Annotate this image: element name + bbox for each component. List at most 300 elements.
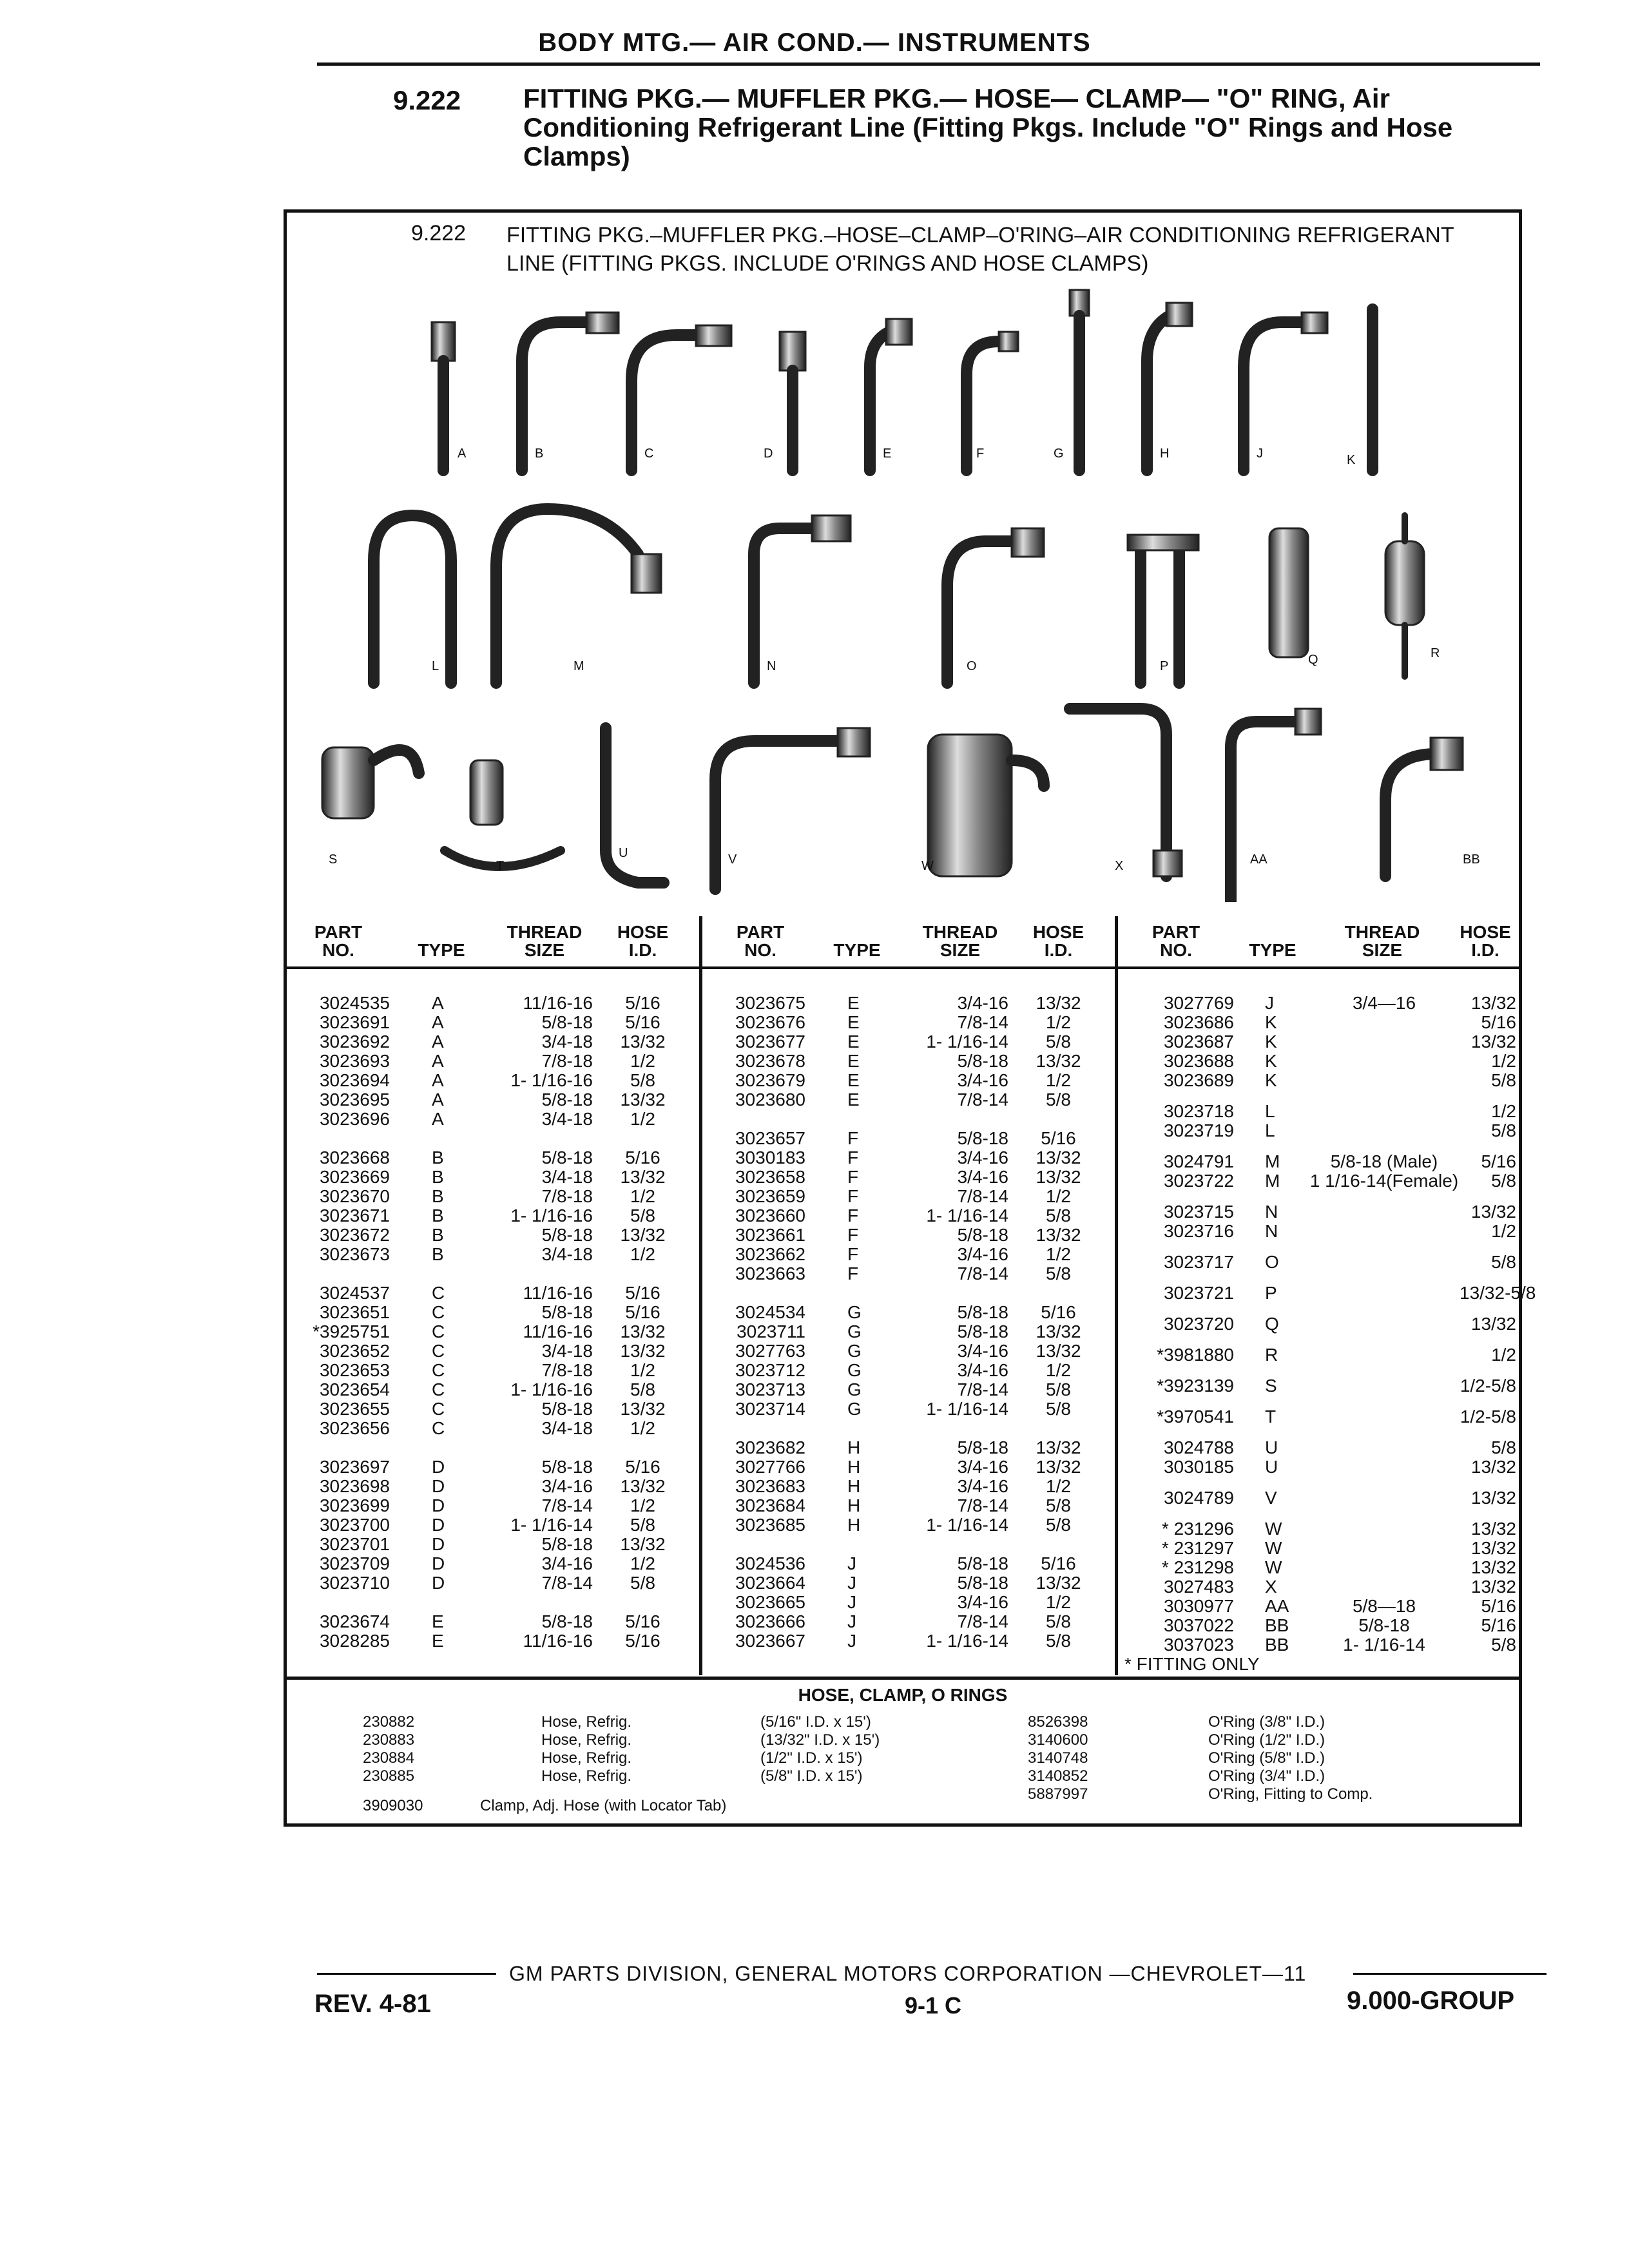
part-number: 3023654: [319, 1379, 390, 1399]
type: N: [1265, 1202, 1278, 1222]
part-number: 3023710: [319, 1573, 390, 1593]
hose-id: 1/2: [630, 1495, 655, 1515]
thread-size: 3/4-16: [541, 1553, 593, 1573]
hose-id: 5/8: [630, 1070, 655, 1090]
type: D: [432, 1553, 445, 1573]
thread-size: 3/4-18: [541, 1418, 593, 1438]
hose-id: 13/32: [1036, 993, 1081, 1013]
table-row: [1118, 1152, 1519, 1171]
thread-size: 3/4-16: [957, 1167, 1008, 1187]
part-number: *3925751: [313, 1321, 390, 1341]
part-number: 3023716: [1163, 1221, 1234, 1241]
type: L: [1265, 1120, 1275, 1140]
part-number: * 231298: [1161, 1557, 1234, 1577]
hose-id: 13/32-5/8: [1460, 1283, 1536, 1303]
table-row: [1118, 1616, 1519, 1635]
part-number: * 231296: [1161, 1519, 1234, 1539]
table-row: [702, 1129, 1115, 1148]
part-number: *3981880: [1157, 1345, 1234, 1365]
hose-id: 5/8: [630, 1379, 655, 1399]
table-row: [287, 1457, 699, 1477]
thread-size: 7/8-14: [957, 1090, 1008, 1110]
figure-label-m: M: [574, 659, 584, 673]
hose-id: 5/8: [1491, 1437, 1516, 1457]
type: H: [847, 1515, 861, 1535]
section-title: FITTING PKG.— MUFFLER PKG.— HOSE— CLAMP— "O" RING, Air Conditioning Refrigerant Line (Fitting Pkgs. Include "O" Rings and Hose Clamps): [523, 83, 1453, 171]
part-number: 3023670: [319, 1186, 390, 1206]
table-row: [287, 1032, 699, 1052]
type: A: [432, 1109, 444, 1129]
thread-size: 7/8-14: [957, 1264, 1008, 1283]
hose-id: 5/16: [1481, 1615, 1516, 1635]
table-row: [702, 1303, 1115, 1322]
footer-rule-left: [317, 1973, 496, 1975]
hose-id: 13/32: [620, 1032, 666, 1052]
type: W: [1265, 1538, 1282, 1558]
table-header: PART NO. TYPE THREAD SIZE HOSE I.D.: [1118, 916, 1519, 969]
thread-size: 5/8-18: [541, 1399, 593, 1419]
table-row: [1118, 1577, 1519, 1597]
part-number: 3023692: [319, 1032, 390, 1052]
thread-size: 5/8-18: [1358, 1615, 1410, 1635]
part-number: 3023712: [735, 1360, 805, 1380]
type: E: [432, 1611, 444, 1631]
part-number: 3023659: [735, 1186, 805, 1206]
part-number: 3023663: [735, 1264, 805, 1283]
table-row: [1118, 1013, 1519, 1032]
table-row: [702, 1361, 1115, 1380]
thread-size: 3/4—16: [1352, 993, 1416, 1013]
part-number: 3023698: [319, 1476, 390, 1496]
hose-id: 1/2: [1046, 1244, 1071, 1264]
part-number: 3023694: [319, 1070, 390, 1090]
table-row: [1118, 1457, 1519, 1477]
fitting-w: [928, 735, 1044, 876]
type: A: [432, 1032, 444, 1052]
box-section-number: 9.222: [411, 221, 467, 245]
table-row: [702, 1457, 1115, 1477]
hose-id: 1/2: [630, 1553, 655, 1573]
type: G: [847, 1399, 862, 1419]
hose-id: 13/32: [1036, 1573, 1081, 1593]
fitting-f: [967, 332, 1018, 470]
type: W: [1265, 1557, 1282, 1577]
type: C: [432, 1379, 445, 1399]
type: W: [1265, 1519, 1282, 1539]
type: G: [847, 1360, 862, 1380]
type: B: [432, 1167, 444, 1187]
fitting-m: [496, 509, 661, 683]
hose-id: 1/2: [1491, 1101, 1516, 1121]
type: H: [847, 1495, 861, 1515]
fitting-o: [947, 528, 1044, 683]
type: D: [432, 1457, 445, 1477]
thread-size: 5/8-18: [541, 1457, 593, 1477]
table-row: [702, 994, 1115, 1013]
thread-size: 11/16-16: [523, 1283, 593, 1303]
hose-id: 1/2: [1491, 1345, 1516, 1365]
hose-id: 1/2: [1046, 1012, 1071, 1032]
part-number: 3028285: [319, 1631, 390, 1651]
hose-id: 1/2: [1491, 1221, 1516, 1241]
thread-size: 1- 1/16-14: [926, 1206, 1008, 1225]
box-section-title: FITTING PKG.–MUFFLER PKG.–HOSE–CLAMP–O'RING–AIR CONDITIONING REFRIGERANT LINE (FITTING PKGS. INCLUDE O'RINGS AND HOSE CLAMPS): [506, 223, 1454, 276]
hose-id: 13/32: [1470, 1577, 1516, 1597]
hose-id: 13/32: [1036, 1051, 1081, 1071]
hose-id: 5/16: [1041, 1128, 1076, 1148]
type: O: [1265, 1252, 1279, 1272]
hose-size: (5/8" I.D. x 15'): [760, 1767, 863, 1785]
thread-size: 7/8-14: [541, 1573, 593, 1593]
table-row: [702, 1593, 1115, 1612]
part-number: 3024788: [1163, 1437, 1234, 1457]
oring-description: O'Ring (1/2" I.D.): [1208, 1731, 1325, 1749]
part-number: 3027483: [1163, 1577, 1234, 1597]
clamp-description: Clamp, Adj. Hose (with Locator Tab): [480, 1797, 727, 1814]
hose-description: Hose, Refrig.: [541, 1749, 632, 1767]
type: E: [847, 1032, 860, 1052]
figure-label-g: G: [1054, 447, 1064, 461]
type: D: [432, 1495, 445, 1515]
type: K: [1265, 1051, 1277, 1071]
part-number: 3023715: [1163, 1202, 1234, 1222]
hose-id: 5/8: [1491, 1171, 1516, 1191]
part-number: 3023665: [735, 1592, 805, 1612]
table-row: [1118, 1102, 1519, 1121]
part-number: 3024789: [1163, 1488, 1234, 1508]
thread-size: 3/4-18: [541, 1167, 593, 1187]
type: F: [847, 1225, 859, 1245]
part-number: 3023656: [319, 1418, 390, 1438]
thread-size: 5/8-18: [541, 1534, 593, 1554]
table-row: [287, 1496, 699, 1515]
table-body: [287, 969, 699, 1651]
table-row: [287, 1419, 699, 1438]
hose-id: 5/16: [1041, 1302, 1076, 1322]
thread-size: 1- 1/16-14: [926, 1032, 1008, 1052]
table-header: PART NO. TYPE THREAD SIZE HOSE I.D.: [287, 916, 699, 969]
table-row: [702, 1496, 1115, 1515]
thread-size: 3/4-18: [541, 1244, 593, 1264]
figure-label-a: A: [458, 447, 467, 461]
type: K: [1265, 1012, 1277, 1032]
part-number: 3023680: [735, 1090, 805, 1110]
part-number: 3023700: [319, 1515, 390, 1535]
part-number: 3024537: [319, 1283, 390, 1303]
section-number: 9.222: [393, 85, 461, 115]
type: G: [847, 1302, 862, 1322]
hose-size: (5/16" I.D. x 15'): [760, 1713, 871, 1731]
table-row: [1118, 1407, 1519, 1427]
hose-id: 1/2: [630, 1360, 655, 1380]
hose-id: 13/32: [1036, 1341, 1081, 1361]
type: J: [1265, 993, 1274, 1013]
hose-clamp-orings-section: [287, 1677, 1519, 1827]
table-row: [702, 1187, 1115, 1206]
figure-label-w: W: [921, 859, 934, 873]
hose-id: 13/32: [1036, 1321, 1081, 1341]
thread-size: 5/8-18: [957, 1437, 1008, 1457]
table-row: [287, 1380, 699, 1399]
hose-id: 13/32: [1470, 1457, 1516, 1477]
type: Q: [1265, 1314, 1279, 1334]
type: H: [847, 1476, 861, 1496]
type: C: [432, 1321, 445, 1341]
table-row: [287, 1612, 699, 1631]
hose-id: 5/8: [1491, 1070, 1516, 1090]
hose-id: 13/32: [620, 1321, 666, 1341]
hose-id: 5/16: [1041, 1553, 1076, 1573]
type: K: [1265, 1032, 1277, 1052]
table-row: [287, 1013, 699, 1032]
hose-id: 13/32: [1036, 1437, 1081, 1457]
table-row: [1118, 1376, 1519, 1396]
hose-id: 1/2-5/8: [1460, 1407, 1516, 1427]
part-number: 3023709: [319, 1553, 390, 1573]
oring-part-number: 5887997: [1028, 1785, 1088, 1803]
table-row: [287, 1148, 699, 1168]
hose-id: 1/2: [1046, 1476, 1071, 1496]
part-number: 3023655: [319, 1399, 390, 1419]
thread-size: 3/4-18: [541, 1341, 593, 1361]
type: U: [1265, 1457, 1278, 1477]
part-number: 3024534: [735, 1302, 805, 1322]
hose-id: 5/8: [1046, 1611, 1071, 1631]
part-number: 3023667: [735, 1631, 805, 1651]
table-row: [702, 1341, 1115, 1361]
part-number: 3023669: [319, 1167, 390, 1187]
figure-label-o: O: [967, 659, 977, 673]
part-number: 3023696: [319, 1109, 390, 1129]
thread-size: 3/4-16: [957, 1592, 1008, 1612]
type: P: [1265, 1283, 1277, 1303]
table-row: [287, 1535, 699, 1554]
fitting-v: [715, 728, 870, 889]
table-row: [702, 1399, 1115, 1419]
part-number: 3023713: [735, 1379, 805, 1399]
table-row: [287, 1187, 699, 1206]
table-row: [287, 1071, 699, 1090]
hose-id: 13/32: [620, 1167, 666, 1187]
type: B: [432, 1186, 444, 1206]
type: B: [432, 1206, 444, 1225]
hose-id: 5/16: [625, 993, 660, 1013]
table-row: [287, 1399, 699, 1419]
oring-part-number: 3140852: [1028, 1767, 1088, 1785]
part-number: 3023674: [319, 1611, 390, 1631]
part-number: 3023689: [1163, 1070, 1234, 1090]
part-number: 3023666: [735, 1611, 805, 1631]
table-row: [287, 1515, 699, 1535]
table-row: [287, 1110, 699, 1129]
table-row: [702, 1264, 1115, 1283]
part-number: 3030183: [735, 1148, 805, 1168]
fitting-t: [445, 760, 561, 867]
thread-size: 1 1/16-14(Female): [1309, 1171, 1459, 1191]
hose-id: 5/16: [625, 1611, 660, 1631]
part-number: 3023720: [1163, 1314, 1234, 1334]
oring-description: O'Ring (3/8" I.D.): [1208, 1713, 1325, 1731]
part-number: 3023653: [319, 1360, 390, 1380]
part-number: 3023673: [319, 1244, 390, 1264]
thread-size: 5/8-18 (Male): [1330, 1151, 1438, 1171]
hose-id: 1/2: [630, 1244, 655, 1264]
table-row: [287, 1206, 699, 1225]
thread-size: 5/8-18: [541, 1611, 593, 1631]
table-row: [702, 1322, 1115, 1341]
table-row: [1118, 1222, 1519, 1241]
type: S: [1265, 1376, 1277, 1396]
hose-id: 1/2: [1046, 1186, 1071, 1206]
part-number: 3023718: [1163, 1101, 1234, 1121]
figure-label-bb: BB: [1463, 852, 1480, 867]
part-number: 3037023: [1163, 1635, 1234, 1655]
table-row: [1118, 1121, 1519, 1140]
thread-size: 5/8-18: [957, 1553, 1008, 1573]
header-rule: [317, 62, 1540, 66]
figure-label-f: F: [976, 447, 985, 461]
thread-size: 1- 1/16-14: [926, 1631, 1008, 1651]
fitting-g: [1070, 290, 1089, 470]
hose-id: 13/32: [1470, 1538, 1516, 1558]
thread-size: 7/8-18: [541, 1186, 593, 1206]
figure-label-n: N: [767, 659, 776, 673]
hose-id: 13/32: [620, 1476, 666, 1496]
hose-id: 13/32: [1470, 1314, 1516, 1334]
figure-label-l: L: [432, 659, 439, 673]
fitting-q: [1269, 528, 1308, 657]
type: B: [432, 1148, 444, 1168]
hose-id: 5/8: [1046, 1495, 1071, 1515]
type: F: [847, 1167, 859, 1187]
type: B: [432, 1225, 444, 1245]
fitting-x: [1070, 709, 1182, 876]
table-row: [1118, 1635, 1519, 1655]
part-number: 3023691: [319, 1012, 390, 1032]
thread-size: 7/8-14: [957, 1186, 1008, 1206]
type: J: [847, 1592, 856, 1612]
type: E: [847, 1051, 860, 1071]
type: D: [432, 1515, 445, 1535]
group-label: 9.000-GROUP: [1347, 1986, 1515, 2015]
hose-id: 5/16: [1481, 1151, 1516, 1171]
part-number: 3030977: [1163, 1596, 1234, 1616]
thread-size: 7/8-14: [957, 1611, 1008, 1631]
part-number: 3024535: [319, 993, 390, 1013]
table-row: [287, 1052, 699, 1071]
revision-label: REV. 4-81: [314, 1990, 431, 2018]
part-number: 3023685: [735, 1515, 805, 1535]
part-number: 3023699: [319, 1495, 390, 1515]
type: G: [847, 1379, 862, 1399]
figure-label-v: V: [728, 852, 737, 867]
thread-size: 7/8-18: [541, 1360, 593, 1380]
hose-id: 5/8: [1046, 1032, 1071, 1052]
figure-label-b: B: [535, 447, 544, 461]
hose-id: 5/8: [1491, 1635, 1516, 1655]
table-row: [702, 1206, 1115, 1225]
part-number: 3023714: [735, 1399, 805, 1419]
part-number: 3023671: [319, 1206, 390, 1225]
table-row: [1118, 1314, 1519, 1334]
type: A: [432, 993, 444, 1013]
hose-id: 5/8: [1046, 1515, 1071, 1535]
type: M: [1265, 1151, 1280, 1171]
table-row: [1118, 1032, 1519, 1052]
hose-id: 1/2: [1491, 1051, 1516, 1071]
hose-id: 13/32: [1470, 1488, 1516, 1508]
type: E: [847, 1090, 860, 1110]
type: J: [847, 1631, 856, 1651]
thread-size: 3/4-18: [541, 1109, 593, 1129]
table-row: [1118, 1253, 1519, 1272]
type: J: [847, 1611, 856, 1631]
table-row: [287, 1477, 699, 1496]
hose-id: 1/2: [630, 1186, 655, 1206]
parts-table-1: [287, 916, 702, 1675]
figure-label-t: T: [496, 859, 505, 873]
figure-label-u: U: [619, 846, 628, 860]
part-number: 3023651: [319, 1302, 390, 1322]
table-row: [287, 1090, 699, 1110]
thread-size: 3/4-16: [957, 1360, 1008, 1380]
hose-id: 5/8: [1046, 1631, 1071, 1651]
part-number: 3023719: [1163, 1120, 1234, 1140]
thread-size: 1- 1/16-16: [510, 1206, 593, 1225]
thread-size: 1- 1/16-14: [510, 1515, 593, 1535]
hose-id: 13/32: [1036, 1225, 1081, 1245]
thread-size: 3/4-16: [957, 1457, 1008, 1477]
hose-id: 13/32: [1470, 993, 1516, 1013]
part-number: 3023711: [737, 1321, 805, 1341]
thread-size: 3/4-16: [957, 1476, 1008, 1496]
table-row: [287, 1361, 699, 1380]
figure-label-x: X: [1115, 859, 1124, 873]
parts-table-2: [702, 916, 1118, 1675]
part-number: 3023695: [319, 1090, 390, 1110]
oring-description: O'Ring (5/8" I.D.): [1208, 1749, 1325, 1767]
table-row: [702, 1515, 1115, 1535]
thread-size: 7/8-14: [957, 1379, 1008, 1399]
hose-part-number: 230885: [363, 1767, 415, 1785]
part-number: 3023672: [319, 1225, 390, 1245]
hose-id: 5/8: [1046, 1206, 1071, 1225]
oring-part-number: 8526398: [1028, 1713, 1088, 1731]
table-row: [287, 1168, 699, 1187]
type: A: [432, 1090, 444, 1110]
table-row: [1118, 1519, 1519, 1539]
part-number: 3023687: [1163, 1032, 1234, 1052]
figure-label-p: P: [1160, 659, 1169, 673]
table-row: [1118, 1539, 1519, 1558]
type: F: [847, 1206, 859, 1225]
part-number: 3023688: [1163, 1051, 1234, 1071]
hose-size: (1/2" I.D. x 15'): [760, 1749, 863, 1767]
table-row: [702, 1438, 1115, 1457]
figure-label-e: E: [883, 447, 892, 461]
figure-label-aa: AA: [1250, 852, 1268, 867]
table-row: [287, 1225, 699, 1245]
thread-size: 5/8-18: [957, 1573, 1008, 1593]
table-row: [1118, 1171, 1519, 1191]
hose-id: 5/16: [625, 1302, 660, 1322]
type: D: [432, 1573, 445, 1593]
thread-size: 3/4-16: [957, 993, 1008, 1013]
hose-id: 13/32: [1470, 1557, 1516, 1577]
thread-size: 3/4-16: [541, 1476, 593, 1496]
fitting-s: [322, 747, 419, 818]
type: V: [1265, 1488, 1277, 1508]
